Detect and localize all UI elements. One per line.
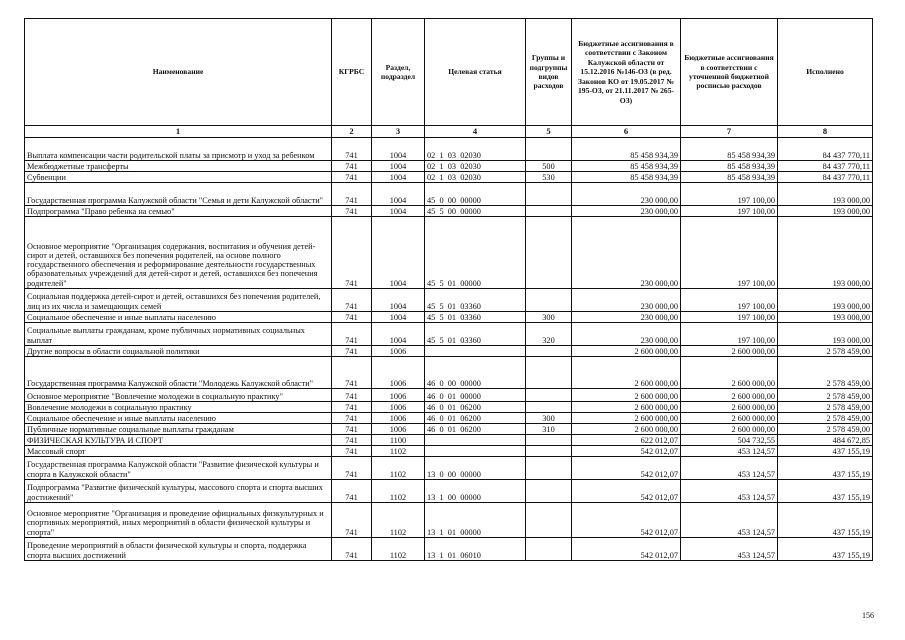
row-law-allocation: 230 000,00 <box>572 323 681 346</box>
row-name: Государственная программа Калужской области "Развитие физической культуры и спорта в Калужской области" <box>25 457 332 480</box>
column-number: 8 <box>778 126 873 138</box>
row-refined-allocation: 2 600 000,00 <box>681 424 778 435</box>
row-law-allocation: 542 012,07 <box>572 446 681 457</box>
budget-table <box>24 18 873 561</box>
row-group <box>526 446 572 457</box>
row-law-allocation: 542 012,07 <box>572 457 681 480</box>
row-group <box>526 206 572 217</box>
row-target: 46 0 01 00000 <box>425 389 526 402</box>
row-executed: 2 578 459,00 <box>778 346 873 357</box>
row-executed: 193 000,00 <box>778 217 873 289</box>
row-law-allocation: 542 012,07 <box>572 480 681 503</box>
table-row <box>25 435 873 446</box>
row-executed: 2 578 459,00 <box>778 357 873 389</box>
table-row <box>25 346 873 357</box>
header-law-allocations: Бюджетные ассигнования в соответствии с Законом Калужской области от 15.12.2016 №146-ОЗ (в ред. Законов КО от 19.05.2017 № 195-ОЗ, от 21.11.2017 № 265-ОЗ) <box>572 19 681 126</box>
row-refined-allocation: 453 124,57 <box>681 457 778 480</box>
row-executed: 2 578 459,00 <box>778 413 873 424</box>
row-section: 1102 <box>372 446 425 457</box>
row-target <box>425 435 526 446</box>
row-section: 1004 <box>372 323 425 346</box>
row-law-allocation: 230 000,00 <box>572 312 681 323</box>
row-refined-allocation: 197 100,00 <box>681 183 778 206</box>
row-target <box>425 446 526 457</box>
row-target: 46 0 00 00000 <box>425 357 526 389</box>
table-row <box>25 289 873 312</box>
row-name: Подпрограмма "Развитие физической культуры, массового спорта и спорта высших достижений" <box>25 480 332 503</box>
row-refined-allocation: 197 100,00 <box>681 206 778 217</box>
row-group: 300 <box>526 413 572 424</box>
row-law-allocation: 542 012,07 <box>572 503 681 538</box>
row-section: 1004 <box>372 217 425 289</box>
row-executed: 193 000,00 <box>778 183 873 206</box>
header-target: Целевая статья <box>425 19 526 126</box>
row-name: Государственная программа Калужской области "Семья и дети Калужской области" <box>25 183 332 206</box>
header-name: Наименование <box>25 19 332 126</box>
header-refined-allocations: Бюджетные ассигнования в соответствии с уточненной бюджетной росписью расходов <box>681 19 778 126</box>
row-kgrbs: 741 <box>332 389 372 402</box>
row-section: 1004 <box>372 161 425 172</box>
row-name: Основное мероприятие "Организация содержания, воспитания и обучения детей-сирот и детей, оставшихся без попечения родителей, на основе полного государственного обеспечения и реформирование деятельности государственных образовательных учреждений для детей-сирот и детей, оставшихся без попечения родителей" <box>25 217 332 289</box>
row-executed: 437 155,19 <box>778 457 873 480</box>
row-target: 13 1 01 06010 <box>425 538 526 561</box>
row-executed: 193 000,00 <box>778 312 873 323</box>
row-refined-allocation: 85 458 934,39 <box>681 161 778 172</box>
row-kgrbs: 741 <box>332 346 372 357</box>
row-kgrbs: 741 <box>332 289 372 312</box>
row-target: 13 1 01 00000 <box>425 503 526 538</box>
row-section: 1004 <box>372 289 425 312</box>
row-section: 1006 <box>372 413 425 424</box>
header-section: Раздел, подраздел <box>372 19 425 126</box>
row-executed: 437 155,19 <box>778 480 873 503</box>
table-row <box>25 138 873 161</box>
row-kgrbs: 741 <box>332 402 372 413</box>
row-executed: 84 437 770,11 <box>778 138 873 161</box>
row-law-allocation: 85 458 934,39 <box>572 138 681 161</box>
row-name: Основное мероприятие "Вовлечение молодежи в социальную практику" <box>25 389 332 402</box>
row-group <box>526 503 572 538</box>
row-law-allocation: 85 458 934,39 <box>572 172 681 183</box>
page-number: 156 <box>862 611 874 620</box>
row-executed: 437 155,19 <box>778 446 873 457</box>
row-target: 02 1 03 02030 <box>425 161 526 172</box>
row-group <box>526 183 572 206</box>
row-target: 13 1 00 00000 <box>425 480 526 503</box>
row-target: 45 5 01 00000 <box>425 217 526 289</box>
row-law-allocation: 230 000,00 <box>572 289 681 312</box>
table-row <box>25 413 873 424</box>
row-refined-allocation: 2 600 000,00 <box>681 402 778 413</box>
row-executed: 437 155,19 <box>778 503 873 538</box>
table-row <box>25 389 873 402</box>
row-section: 1006 <box>372 389 425 402</box>
row-refined-allocation: 2 600 000,00 <box>681 389 778 402</box>
row-section: 1004 <box>372 312 425 323</box>
row-name: Подпрограмма "Право ребенка на семью" <box>25 206 332 217</box>
row-section: 1006 <box>372 357 425 389</box>
row-refined-allocation: 197 100,00 <box>681 217 778 289</box>
table-row <box>25 206 873 217</box>
row-group <box>526 138 572 161</box>
row-refined-allocation: 197 100,00 <box>681 289 778 312</box>
row-law-allocation: 85 458 934,39 <box>572 161 681 172</box>
column-number: 7 <box>681 126 778 138</box>
row-executed: 84 437 770,11 <box>778 161 873 172</box>
row-refined-allocation: 453 124,57 <box>681 446 778 457</box>
row-section: 1006 <box>372 346 425 357</box>
row-name: Социальные выплаты гражданам, кроме публичных нормативных социальных выплат <box>25 323 332 346</box>
column-number: 3 <box>372 126 425 138</box>
row-kgrbs: 741 <box>332 413 372 424</box>
row-refined-allocation: 2 600 000,00 <box>681 346 778 357</box>
row-section: 1102 <box>372 538 425 561</box>
row-executed: 2 578 459,00 <box>778 424 873 435</box>
row-kgrbs: 741 <box>332 446 372 457</box>
row-law-allocation: 2 600 000,00 <box>572 389 681 402</box>
row-group <box>526 435 572 446</box>
row-name: Выплата компенсации части родительской платы за присмотр и уход за ребенком <box>25 138 332 161</box>
row-law-allocation: 2 600 000,00 <box>572 413 681 424</box>
row-group: 320 <box>526 323 572 346</box>
row-section: 1102 <box>372 480 425 503</box>
row-kgrbs: 741 <box>332 503 372 538</box>
row-name: Публичные нормативные социальные выплаты гражданам <box>25 424 332 435</box>
table-row <box>25 480 873 503</box>
row-name: Социальное обеспечение и иные выплаты населению <box>25 413 332 424</box>
row-group: 300 <box>526 312 572 323</box>
row-law-allocation: 2 600 000,00 <box>572 402 681 413</box>
row-kgrbs: 741 <box>332 357 372 389</box>
row-refined-allocation: 2 600 000,00 <box>681 357 778 389</box>
row-law-allocation: 230 000,00 <box>572 217 681 289</box>
row-law-allocation: 542 012,07 <box>572 538 681 561</box>
header-kgrbs: КГРБС <box>332 19 372 126</box>
row-kgrbs: 741 <box>332 435 372 446</box>
row-refined-allocation: 2 600 000,00 <box>681 413 778 424</box>
row-section: 1006 <box>372 402 425 413</box>
row-name: Другие вопросы в области социальной политики <box>25 346 332 357</box>
row-refined-allocation: 197 100,00 <box>681 323 778 346</box>
table-row <box>25 357 873 389</box>
row-group <box>526 357 572 389</box>
row-name: Проведение мероприятий в области физической культуры и спорта, поддержка спорта высших достижений <box>25 538 332 561</box>
row-name: Субвенции <box>25 172 332 183</box>
row-target: 45 5 01 03360 <box>425 312 526 323</box>
table-row <box>25 457 873 480</box>
row-section: 1004 <box>372 183 425 206</box>
row-section: 1102 <box>372 457 425 480</box>
table-row <box>25 312 873 323</box>
row-executed: 193 000,00 <box>778 323 873 346</box>
row-section: 1004 <box>372 172 425 183</box>
row-group <box>526 289 572 312</box>
row-kgrbs: 741 <box>332 538 372 561</box>
row-kgrbs: 741 <box>332 312 372 323</box>
row-executed: 484 672,85 <box>778 435 873 446</box>
column-number: 4 <box>425 126 526 138</box>
row-section: 1004 <box>372 138 425 161</box>
row-kgrbs: 741 <box>332 172 372 183</box>
row-kgrbs: 741 <box>332 183 372 206</box>
row-group <box>526 217 572 289</box>
row-group <box>526 389 572 402</box>
row-refined-allocation: 453 124,57 <box>681 503 778 538</box>
row-name: ФИЗИЧЕСКАЯ КУЛЬТУРА И СПОРТ <box>25 435 332 446</box>
column-number: 1 <box>25 126 332 138</box>
row-target: 45 5 01 03360 <box>425 289 526 312</box>
row-target: 46 0 01 06200 <box>425 413 526 424</box>
row-name: Массовый спорт <box>25 446 332 457</box>
row-target: 45 0 00 00000 <box>425 183 526 206</box>
row-target: 45 5 00 00000 <box>425 206 526 217</box>
row-kgrbs: 741 <box>332 480 372 503</box>
row-law-allocation: 230 000,00 <box>572 206 681 217</box>
row-law-allocation: 2 600 000,00 <box>572 424 681 435</box>
table-row <box>25 424 873 435</box>
row-section: 1006 <box>372 424 425 435</box>
row-executed: 84 437 770,11 <box>778 172 873 183</box>
row-group <box>526 538 572 561</box>
row-law-allocation: 622 012,07 <box>572 435 681 446</box>
row-executed: 193 000,00 <box>778 206 873 217</box>
row-section: 1100 <box>372 435 425 446</box>
row-group <box>526 402 572 413</box>
row-name: Социальная поддержка детей-сирот и детей, оставшихся без попечения родителей, лиц из их числа и замещающих семей <box>25 289 332 312</box>
table-row <box>25 183 873 206</box>
row-group <box>526 457 572 480</box>
table-row <box>25 172 873 183</box>
row-group: 310 <box>526 424 572 435</box>
row-kgrbs: 741 <box>332 217 372 289</box>
row-group <box>526 346 572 357</box>
header-row <box>25 19 873 126</box>
row-kgrbs: 741 <box>332 424 372 435</box>
row-name: Основное мероприятие "Организация и проведение официальных физкультурных и спортивных мероприятий, иных мероприятий в области физической культуры и спорта" <box>25 503 332 538</box>
row-section: 1004 <box>372 206 425 217</box>
row-name: Социальное обеспечение и иные выплаты населению <box>25 312 332 323</box>
row-target: 46 0 01 06200 <box>425 424 526 435</box>
table-row <box>25 161 873 172</box>
row-law-allocation: 2 600 000,00 <box>572 357 681 389</box>
header-groups: Группы и подгруппы видов расходов <box>526 19 572 126</box>
row-kgrbs: 741 <box>332 161 372 172</box>
row-executed: 2 578 459,00 <box>778 402 873 413</box>
table-row <box>25 323 873 346</box>
table-row <box>25 402 873 413</box>
row-group: 500 <box>526 161 572 172</box>
row-name: Вовлечение молодежи в социальную практику <box>25 402 332 413</box>
table-row <box>25 217 873 289</box>
row-refined-allocation: 197 100,00 <box>681 312 778 323</box>
row-refined-allocation: 453 124,57 <box>681 480 778 503</box>
row-kgrbs: 741 <box>332 323 372 346</box>
row-name: Межбюджетные трансферты <box>25 161 332 172</box>
row-executed: 437 155,19 <box>778 538 873 561</box>
row-target: 13 0 00 00000 <box>425 457 526 480</box>
row-group <box>526 480 572 503</box>
row-refined-allocation: 504 732,55 <box>681 435 778 446</box>
row-group: 530 <box>526 172 572 183</box>
row-law-allocation: 2 600 000,00 <box>572 346 681 357</box>
row-kgrbs: 741 <box>332 138 372 161</box>
row-target: 46 0 01 06200 <box>425 402 526 413</box>
row-name: Государственная программа Калужской области "Молодежь Калужской области" <box>25 357 332 389</box>
table-row <box>25 538 873 561</box>
row-refined-allocation: 85 458 934,39 <box>681 138 778 161</box>
row-law-allocation: 230 000,00 <box>572 183 681 206</box>
column-number: 6 <box>572 126 681 138</box>
column-number: 5 <box>526 126 572 138</box>
row-section: 1102 <box>372 503 425 538</box>
row-kgrbs: 741 <box>332 206 372 217</box>
header-executed: Исполнено <box>778 19 873 126</box>
row-target <box>425 346 526 357</box>
row-refined-allocation: 453 124,57 <box>681 538 778 561</box>
row-refined-allocation: 85 458 934,39 <box>681 172 778 183</box>
row-executed: 193 000,00 <box>778 289 873 312</box>
column-number: 2 <box>332 126 372 138</box>
table-row <box>25 503 873 538</box>
row-kgrbs: 741 <box>332 457 372 480</box>
column-number-row <box>25 126 873 138</box>
row-target: 45 5 01 03360 <box>425 323 526 346</box>
table-row <box>25 446 873 457</box>
row-executed: 2 578 459,00 <box>778 389 873 402</box>
row-target: 02 1 03 02030 <box>425 138 526 161</box>
row-target: 02 1 03 02030 <box>425 172 526 183</box>
